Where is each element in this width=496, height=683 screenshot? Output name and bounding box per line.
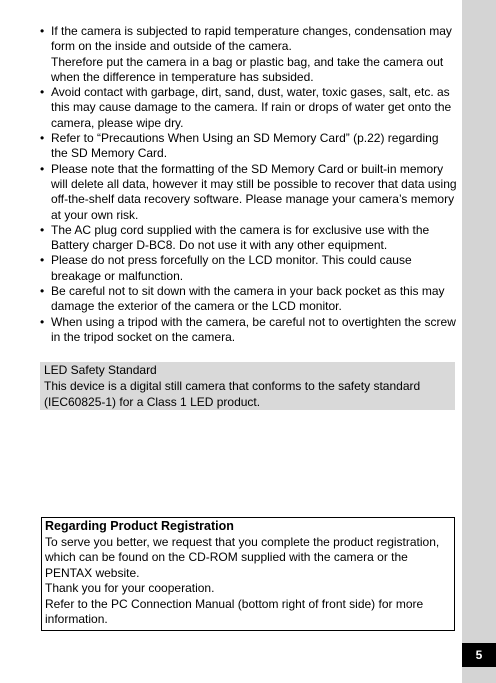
bullet-marker: • — [40, 253, 45, 268]
registration-reference: Refer to the PC Connection Manual (bottom right of front side) for more information. — [45, 596, 424, 627]
product-registration-box — [41, 517, 455, 631]
list-item — [40, 131, 458, 162]
registration-thanks: Thank you for your cooperation. — [45, 581, 215, 596]
bullet-marker: • — [40, 222, 45, 237]
precautions-list — [40, 24, 458, 345]
led-safety-title: LED Safety Standard — [44, 363, 157, 377]
led-safety-box — [40, 362, 455, 410]
list-item-text: If the camera is subjected to rapid temperature changes, condensation may form on the inside and outside of the camera. — [51, 24, 452, 54]
registration-body: To serve you better, we request that you complete the product registration, which can be found on the CD-ROM supplied with the camera or the PENTAX website. — [45, 535, 440, 580]
list-item — [40, 162, 458, 223]
bullet-marker: • — [40, 131, 45, 146]
page-number: 5 — [462, 643, 496, 667]
page-margin-tab — [462, 0, 496, 683]
led-safety-body: This device is a digital still camera that conforms to the safety standard (IEC60825-1) for a Class 1 LED product. — [44, 379, 421, 409]
list-item-text: Be careful not to sit down with the camera in your back pocket as this may damage the exterior of the camera or the LCD monitor. — [51, 284, 445, 314]
bullet-marker: • — [40, 161, 45, 176]
bullet-marker: • — [40, 284, 45, 299]
list-item — [40, 253, 458, 284]
list-item — [40, 284, 458, 315]
bullet-marker: • — [40, 85, 45, 100]
list-item-text: Refer to “Precautions When Using an SD Memory Card” (p.22) regarding the SD Memory Card. — [51, 131, 439, 161]
list-item-text: The AC plug cord supplied with the camera is for exclusive use with the Battery charger D-BC8. Do not use it with any other equipment. — [51, 222, 430, 253]
list-item — [40, 85, 458, 131]
list-item — [40, 223, 458, 254]
list-item-text: Therefore put the camera in a bag or plastic bag, and take the camera out when the difference in temperature has subsided. — [51, 54, 444, 84]
list-item-text: Please do not press forcefully on the LCD monitor. This could cause breakage or malfunction. — [51, 253, 412, 283]
list-item-text: When using a tripod with the camera, be careful not to overtighten the screw in the tripod socket on the camera. — [51, 314, 456, 344]
registration-title: Regarding Product Registration — [45, 519, 234, 533]
list-item-text: Avoid contact with garbage, dirt, sand, dust, water, toxic gases, salt, etc. as this may cause damage to the camera. If rain or drops of water get onto the camera, please wipe dry. — [51, 85, 452, 130]
bullet-marker: • — [40, 24, 45, 38]
list-item — [40, 315, 458, 346]
list-item — [40, 24, 458, 85]
list-item-text: Please note that the formatting of the SD Memory Card or built-in memory will delete all data, however it may still be possible to recover that data using off-the-shelf data recovery software. Please manage your camera’s memory at your own risk. — [51, 161, 457, 222]
bullet-marker: • — [40, 314, 45, 329]
